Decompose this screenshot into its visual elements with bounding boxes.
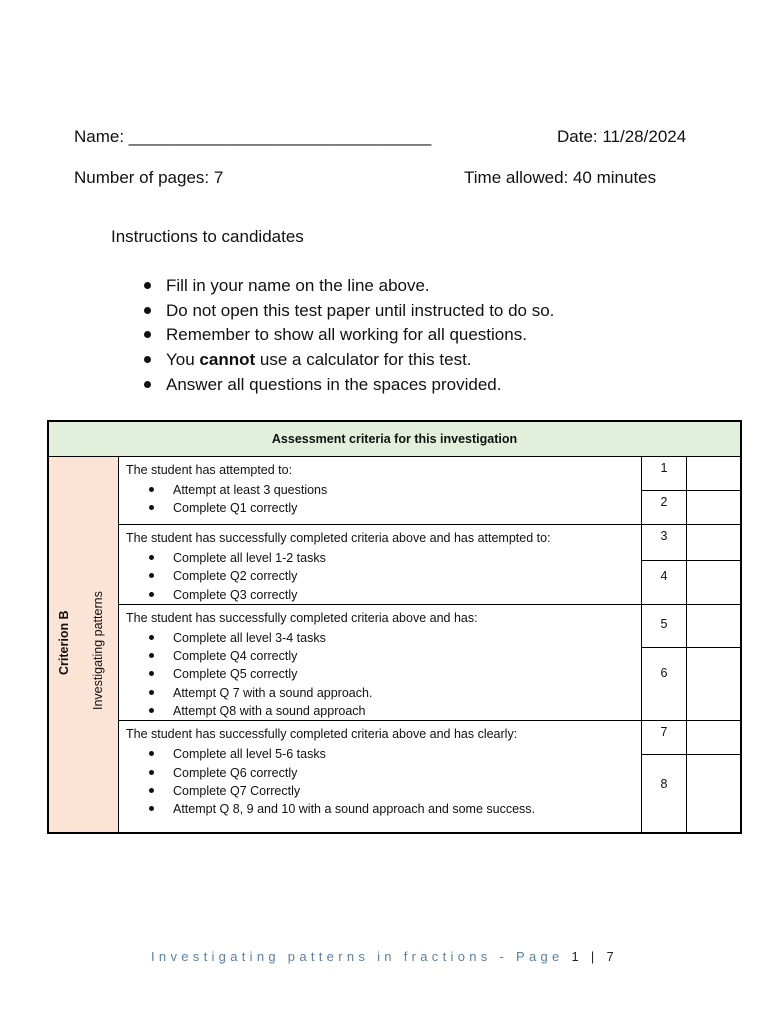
level-cell: 8 [642,755,687,833]
score-cell[interactable] [687,491,742,525]
pages-label: Number of pages: 7 [74,168,224,187]
instruction-emphasis: cannot [199,350,256,370]
page-number: 1 | 7 [571,949,619,964]
bullet-icon [149,555,154,560]
band-item-text: Complete all level 1-2 tasks [173,551,326,565]
band-item [126,647,635,665]
criteria-band [119,721,642,833]
table-heading: Assessment criteria for this investigation [48,421,741,457]
bullet-icon [149,751,154,756]
bullet-icon [149,592,154,597]
band-item [126,782,635,800]
level-cell: 2 [642,491,687,525]
band-item [126,481,635,499]
band-item-text: Complete Q5 correctly [173,667,298,682]
criteria-band [119,604,642,720]
bullet-icon [149,806,154,811]
band-item [126,684,635,702]
criterion-name-label: Investigating patterns [91,591,105,710]
band-list [126,629,635,720]
band-list [126,481,635,518]
instructions-list [142,274,554,397]
band-item [126,764,635,782]
score-cell[interactable] [687,457,742,491]
band-item [126,629,635,647]
band-item [126,549,635,567]
bullet-icon [149,770,154,775]
band-item [126,745,635,763]
instructions-title: Instructions to candidates [111,227,304,246]
band-item [126,702,635,720]
level-cell: 3 [642,525,687,561]
bullet-icon [149,690,154,695]
bullet-icon [144,381,151,388]
bullet-icon [144,356,151,363]
bullet-icon [149,788,154,793]
instruction-text: Fill in your name on the line above. [166,276,430,295]
band-item [126,665,635,683]
bullet-icon [144,331,151,338]
date-label: Date: 11/28/2024 [557,127,687,146]
band-item-text: Complete Q6 correctly [173,765,298,780]
bullet-icon [144,282,151,289]
instruction-item [142,348,554,373]
band-item-text: Attempt Q8 with a sound approach [173,704,366,719]
band-intro: The student has successfully completed criteria above and has clearly: [126,727,518,742]
instruction-text: Answer all questions in the spaces provided. [166,374,502,394]
score-cell[interactable] [687,560,742,604]
band-item [126,499,635,517]
instruction-text: use a calculator for this test. [255,350,472,370]
instruction-text: You [166,350,200,370]
band-item [126,567,635,585]
bullet-icon [144,307,151,314]
instruction-item [142,299,554,324]
band-list [126,745,635,818]
level-cell: 7 [642,721,687,755]
band-intro: The student has successfully completed criteria above and has attempted to: [126,531,551,545]
band-item-text: Complete Q1 correctly [173,501,298,516]
band-item [126,586,635,604]
criteria-band [119,525,642,605]
name-field-label: Name: ________________________________ [74,127,432,146]
level-cell: 5 [642,604,687,647]
criterion-label: Criterion B [57,610,71,675]
band-intro: The student has successfully completed criteria above and has: [126,610,478,625]
band-item-text: Attempt at least 3 questions [173,483,328,497]
band-item-text: Attempt Q 7 with a sound approach. [173,685,373,700]
band-list [126,549,635,604]
level-cell: 4 [642,560,687,604]
band-item-text: Attempt Q 8, 9 and 10 with a sound approach and some success. [173,802,536,817]
bullet-icon [149,573,154,578]
instruction-text: Remember to show all working for all questions. [166,325,527,345]
bullet-icon [149,653,154,658]
footer-title: Investigating patterns in fractions - Page [151,949,572,964]
bullet-icon [149,635,154,640]
band-item [126,800,635,818]
band-item-text: Complete all level 3-4 tasks [173,630,326,645]
score-cell[interactable] [687,755,742,833]
score-cell[interactable] [687,647,742,721]
level-cell: 1 [642,457,687,491]
bullet-icon [149,505,154,510]
bullet-icon [149,671,154,676]
page-footer [151,949,618,964]
score-cell[interactable] [687,525,742,561]
band-intro: The student has attempted to: [126,463,293,477]
score-cell[interactable] [687,721,742,755]
instruction-text: Do not open this test paper until instructed to do so. [166,300,555,320]
band-item-text: Complete Q2 correctly [173,569,298,584]
bullet-icon [149,708,154,713]
band-item-text: Complete Q7 Correctly [173,783,301,798]
band-item-text: Complete all level 5-6 tasks [173,747,326,762]
time-allowed-label: Time allowed: 40 minutes [464,168,657,187]
assessment-criteria-table [47,420,742,834]
instruction-item [142,323,554,348]
band-item-text: Complete Q3 correctly [173,587,298,602]
band-item-text: Complete Q4 correctly [173,649,298,664]
score-cell[interactable] [687,604,742,647]
instruction-item [142,373,554,398]
criteria-band [119,457,642,525]
instruction-item [142,274,554,299]
bullet-icon [149,487,154,492]
level-cell: 6 [642,647,687,721]
